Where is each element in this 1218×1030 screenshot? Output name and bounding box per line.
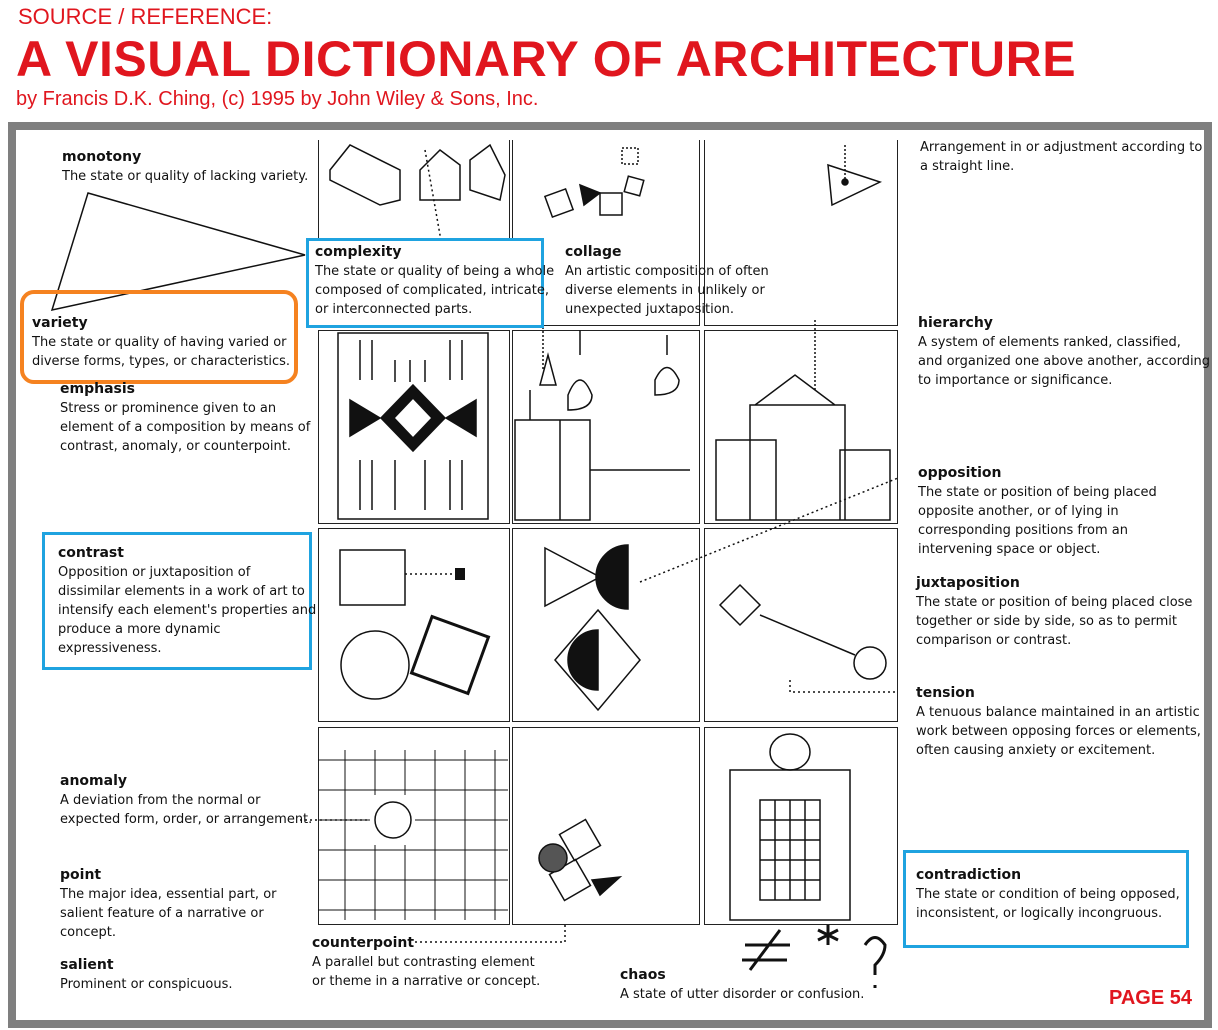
- term-title: opposition: [918, 465, 1002, 481]
- term-title: anomaly: [60, 773, 127, 789]
- term-anomaly: [60, 772, 312, 829]
- collage-domes-drawing: [515, 330, 690, 520]
- term-title: contrast: [58, 545, 124, 561]
- anomaly-grid-drawing: [300, 750, 508, 920]
- definition-line: to importance or significance.: [918, 373, 1113, 388]
- term-title: collage: [565, 244, 622, 260]
- definition-line: A deviation from the normal or: [60, 793, 261, 808]
- definition-line: The state or position of being placed: [918, 485, 1157, 500]
- definition-line: dissimilar elements in a work of art to: [58, 584, 305, 599]
- definition-line: The major idea, essential part, or: [60, 887, 277, 902]
- contrast-shapes-drawing: [340, 550, 488, 699]
- term-salient: [60, 956, 233, 994]
- definition-line: opposite another, or of lying in: [918, 504, 1119, 519]
- counterpoint-squares-drawing: [415, 820, 620, 942]
- term-contrast: [58, 544, 316, 658]
- definition-line: unexpected juxtaposition.: [565, 302, 735, 317]
- definition-line: concept.: [60, 925, 116, 940]
- definition-line: A parallel but contrasting element: [312, 955, 535, 970]
- definition-line: Opposition or juxtaposition of: [58, 565, 251, 580]
- term-title: emphasis: [60, 381, 135, 397]
- source-label: SOURCE / REFERENCE:: [18, 4, 273, 29]
- definition-line: A tenuous balance maintained in an artistic: [916, 705, 1200, 720]
- term-title: hierarchy: [918, 315, 993, 331]
- term-title: chaos: [620, 967, 666, 983]
- definition-line: intervening space or object.: [918, 542, 1101, 557]
- definition-line: expressiveness.: [58, 641, 162, 656]
- definition-line: A state of utter disorder or confusion.: [620, 987, 865, 1002]
- definition-line: Arrangement in or adjustment according to: [920, 140, 1203, 155]
- term-counterpoint: [312, 934, 540, 991]
- term-title: juxtaposition: [916, 575, 1020, 591]
- contradiction-facade-drawing: [730, 734, 850, 920]
- definition-line: The state or position of being placed close: [916, 595, 1193, 610]
- definition-line: corresponding positions from an: [918, 523, 1128, 538]
- definition-line: intensify each element's properties and: [58, 603, 317, 618]
- definition-line: The state or quality of having varied or: [32, 335, 287, 350]
- term-title: counterpoint: [312, 935, 415, 951]
- hierarchy-building-drawing: [716, 320, 890, 520]
- page-number: PAGE 54: [1109, 987, 1192, 1009]
- term-title: tension: [916, 685, 975, 701]
- term-juxtaposition: [916, 574, 1192, 650]
- alignment-triangle-drawing: [828, 145, 880, 205]
- byline: by Francis D.K. Ching, (c) 1995 by John Wiley & Sons, Inc.: [16, 88, 539, 110]
- term-tension: [916, 684, 1201, 760]
- definition-line: produce a more dynamic: [58, 622, 221, 637]
- term-point: [60, 866, 277, 942]
- definition-line: The state or condition of being opposed,: [916, 887, 1180, 902]
- term-variety: [32, 314, 290, 371]
- definition-line: or interconnected parts.: [315, 302, 473, 317]
- definition-line: salient feature of a narrative or: [60, 906, 264, 921]
- term-emphasis: [60, 380, 310, 456]
- definition-line: Prominent or conspicuous.: [60, 977, 233, 992]
- term-title: variety: [32, 315, 88, 331]
- alignment-shapes-drawing: [545, 148, 644, 217]
- definition-line: often causing anxiety or excitement.: [916, 743, 1156, 758]
- definition-line: contrast, anomaly, or counterpoint.: [60, 439, 291, 454]
- term-title: complexity: [315, 244, 402, 260]
- definition-line: together or side by side, so as to permit: [916, 614, 1177, 629]
- book-title: A VISUAL DICTIONARY OF ARCHITECTURE: [16, 31, 1077, 87]
- definition-line: expected form, order, or arrangement.: [60, 812, 313, 827]
- term-hierarchy: [918, 314, 1210, 390]
- definition-line: diverse elements in unlikely or: [565, 283, 765, 298]
- definition-line: A system of elements ranked, classified,: [918, 335, 1181, 350]
- definition-line: composed of complicated, intricate,: [315, 283, 549, 298]
- term-monotony: [62, 148, 308, 186]
- definition-line: work between opposing forces or elements,: [916, 724, 1201, 739]
- definition-line: element of a composition by means of: [60, 420, 311, 435]
- term-chaos: [620, 966, 864, 1004]
- definition-line: An artistic composition of often: [565, 264, 769, 279]
- rug-pattern-drawing: [338, 333, 488, 519]
- term-contradiction: [916, 866, 1180, 923]
- term-title: monotony: [62, 149, 142, 165]
- definition-line: diverse forms, types, or characteristics.: [32, 354, 291, 369]
- term-title: salient: [60, 957, 114, 973]
- definition-line: The state or quality of lacking variety.: [62, 169, 309, 184]
- definition-line: and organized one above another, according: [918, 354, 1211, 369]
- term-title: point: [60, 867, 102, 883]
- tension-pyramid-drawing: [720, 585, 895, 692]
- definition-line: The state or quality of being a whole: [315, 264, 555, 279]
- term-alignment: [920, 138, 1202, 176]
- definition-line: or theme in a narrative or concept.: [312, 974, 541, 989]
- definition-line: comparison or contrast.: [916, 633, 1072, 648]
- definition-line: a straight line.: [920, 159, 1015, 174]
- term-opposition: [918, 464, 1157, 559]
- term-title: contradiction: [916, 867, 1022, 883]
- definition-line: Stress or prominence given to an: [60, 401, 277, 416]
- term-complexity: [315, 243, 554, 319]
- definition-line: inconsistent, or logically incongruous.: [916, 906, 1163, 921]
- term-collage: [565, 243, 769, 319]
